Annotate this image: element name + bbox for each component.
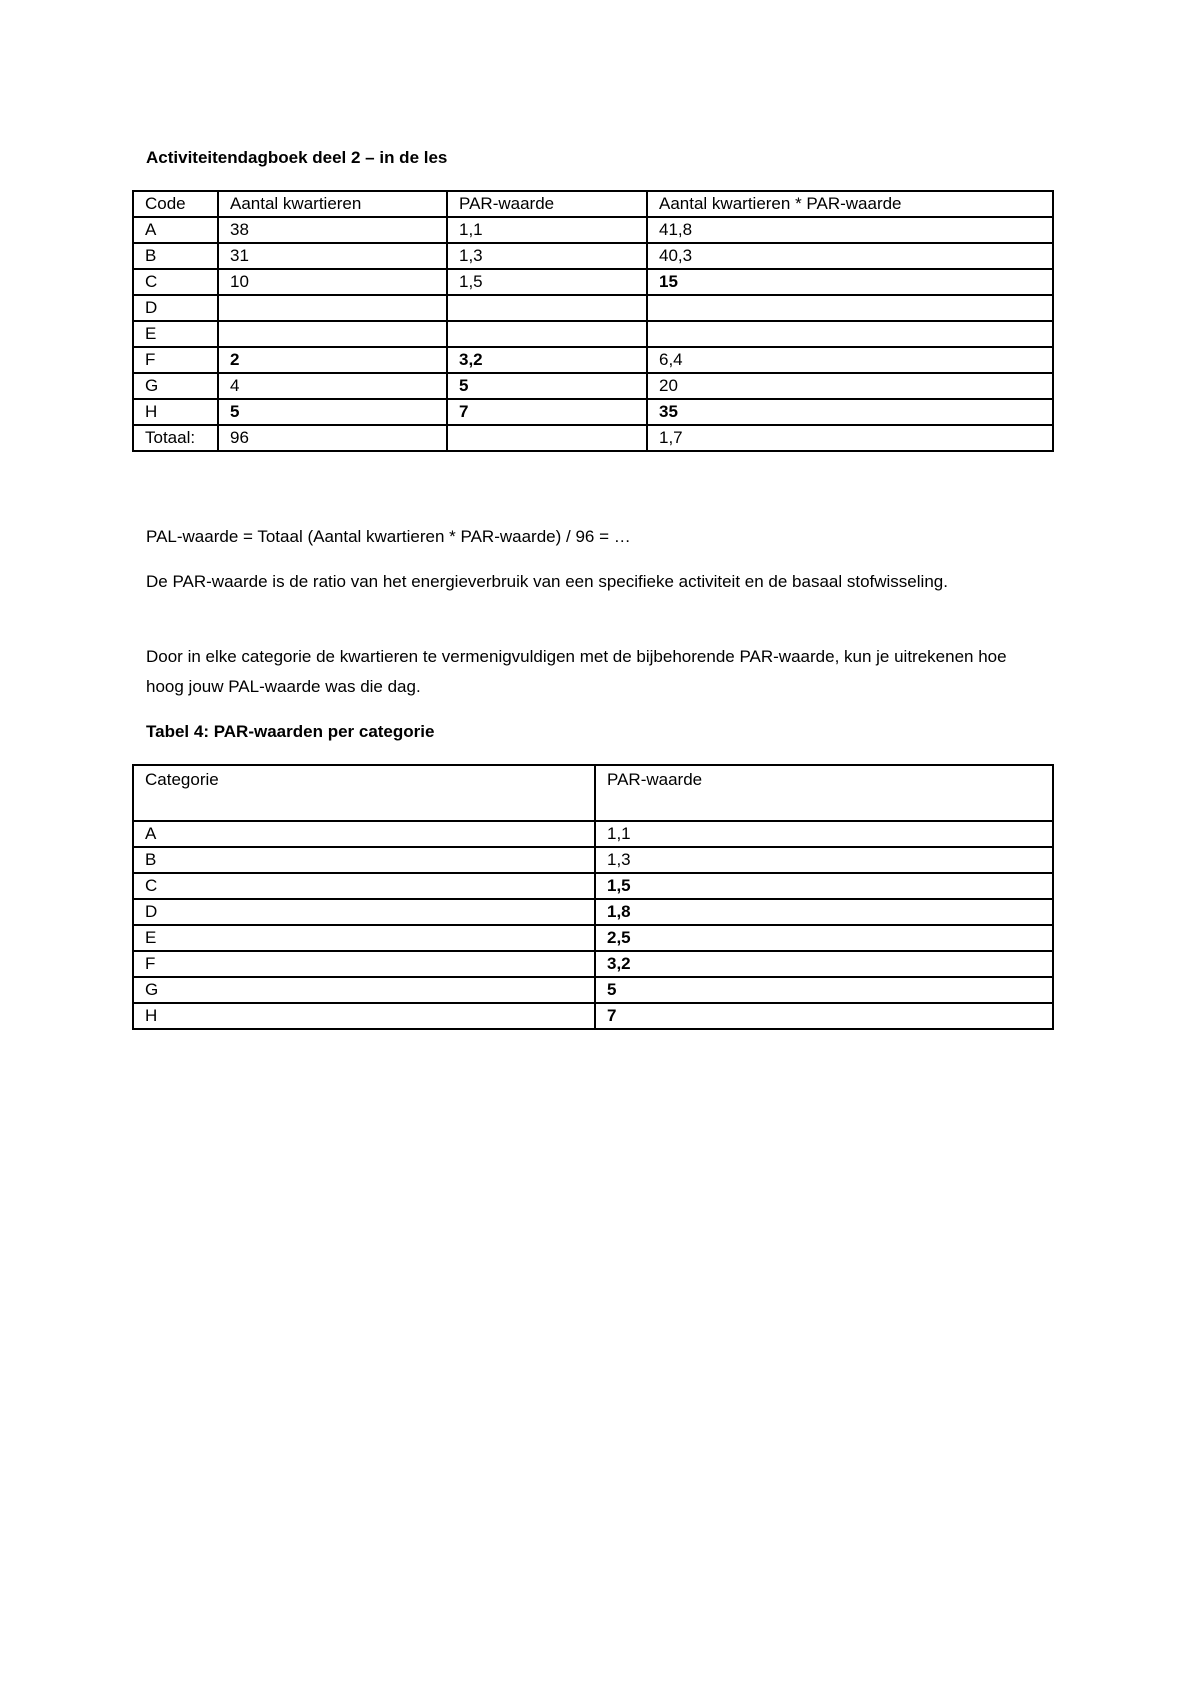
table-row — [133, 373, 1053, 399]
header-product: Aantal kwartieren * PAR-waarde — [647, 191, 1053, 217]
table-cell: 10 — [218, 269, 447, 295]
table-cell — [218, 295, 447, 321]
table-cell: 20 — [647, 373, 1053, 399]
table-cell: Totaal: — [133, 425, 218, 451]
table-cell: A — [133, 217, 218, 243]
table-cell: F — [133, 951, 595, 977]
table-cell: 41,8 — [647, 217, 1053, 243]
table-cell: 15 — [647, 269, 1053, 295]
table-cell: 1,3 — [447, 243, 647, 269]
table-cell: F — [133, 347, 218, 373]
table-cell: H — [133, 1003, 595, 1029]
table-cell: 31 — [218, 243, 447, 269]
table-header-row — [133, 191, 1053, 217]
table-cell: 96 — [218, 425, 447, 451]
pal-formula: PAL-waarde = Totaal (Aantal kwartieren * PAR-waarde) / 96 = … — [146, 527, 631, 546]
table-cell: 38 — [218, 217, 447, 243]
table-row — [133, 1003, 1053, 1029]
table-row — [133, 295, 1053, 321]
table-cell: 1,5 — [447, 269, 647, 295]
table-cell: 7 — [595, 1003, 1053, 1029]
table-row — [133, 399, 1053, 425]
table-cell: 1,1 — [595, 821, 1053, 847]
table-cell: 6,4 — [647, 347, 1053, 373]
table-cell: D — [133, 899, 595, 925]
table-cell — [447, 295, 647, 321]
table-row — [133, 847, 1053, 873]
table-cell: 5 — [447, 373, 647, 399]
header-quarters: Aantal kwartieren — [218, 191, 447, 217]
table-row — [133, 821, 1053, 847]
table-cell — [647, 295, 1053, 321]
table-cell: 5 — [595, 977, 1053, 1003]
table-row — [133, 899, 1053, 925]
table-row — [133, 347, 1053, 373]
table-row — [133, 269, 1053, 295]
header-category: Categorie — [133, 765, 595, 821]
table-cell: A — [133, 821, 595, 847]
table-row — [133, 951, 1053, 977]
table-cell: 7 — [447, 399, 647, 425]
table-cell — [447, 321, 647, 347]
document-title: Activiteitendagboek deel 2 – in de les — [146, 148, 448, 167]
table-cell: E — [133, 925, 595, 951]
table-cell: G — [133, 977, 595, 1003]
table-cell: 1,8 — [595, 899, 1053, 925]
header-par: PAR-waarde — [447, 191, 647, 217]
table-cell: 1,7 — [647, 425, 1053, 451]
table-row — [133, 321, 1053, 347]
table-header-row — [133, 765, 1053, 821]
par-values-table — [132, 764, 1054, 1030]
table-row — [133, 925, 1053, 951]
activity-table — [132, 190, 1054, 452]
paragraph-par-definition: De PAR-waarde is de ratio van het energieverbruik van een specifieke activiteit en de basaal stofwisseling. — [146, 572, 948, 591]
table-row — [133, 243, 1053, 269]
table-cell: 1,1 — [447, 217, 647, 243]
table-cell: H — [133, 399, 218, 425]
table-cell: 1,5 — [595, 873, 1053, 899]
table-cell: 2 — [218, 347, 447, 373]
paragraph-instructions: Door in elke categorie de kwartieren te vermenigvuldigen met de bijbehorende PAR-waarde, kun je uitrekenen hoe hoog jouw PAL-waarde was die dag. — [146, 647, 1007, 696]
header-code: Code — [133, 191, 218, 217]
header-par: PAR-waarde — [595, 765, 1053, 821]
table-row — [133, 217, 1053, 243]
table-cell — [647, 321, 1053, 347]
table-cell: 35 — [647, 399, 1053, 425]
table-cell: B — [133, 243, 218, 269]
table-cell: B — [133, 847, 595, 873]
table-cell — [218, 321, 447, 347]
table-cell: D — [133, 295, 218, 321]
table-cell: C — [133, 269, 218, 295]
table-cell: 3,2 — [447, 347, 647, 373]
table-cell: E — [133, 321, 218, 347]
table-total-row — [133, 425, 1053, 451]
table-cell: 40,3 — [647, 243, 1053, 269]
table-cell: 3,2 — [595, 951, 1053, 977]
table-cell: 4 — [218, 373, 447, 399]
table-cell: 5 — [218, 399, 447, 425]
table-row — [133, 873, 1053, 899]
table-cell: C — [133, 873, 595, 899]
table-row — [133, 977, 1053, 1003]
table-caption: Tabel 4: PAR-waarden per categorie — [146, 722, 435, 741]
table-cell — [447, 425, 647, 451]
table-cell: 2,5 — [595, 925, 1053, 951]
table-cell: G — [133, 373, 218, 399]
table-cell: 1,3 — [595, 847, 1053, 873]
